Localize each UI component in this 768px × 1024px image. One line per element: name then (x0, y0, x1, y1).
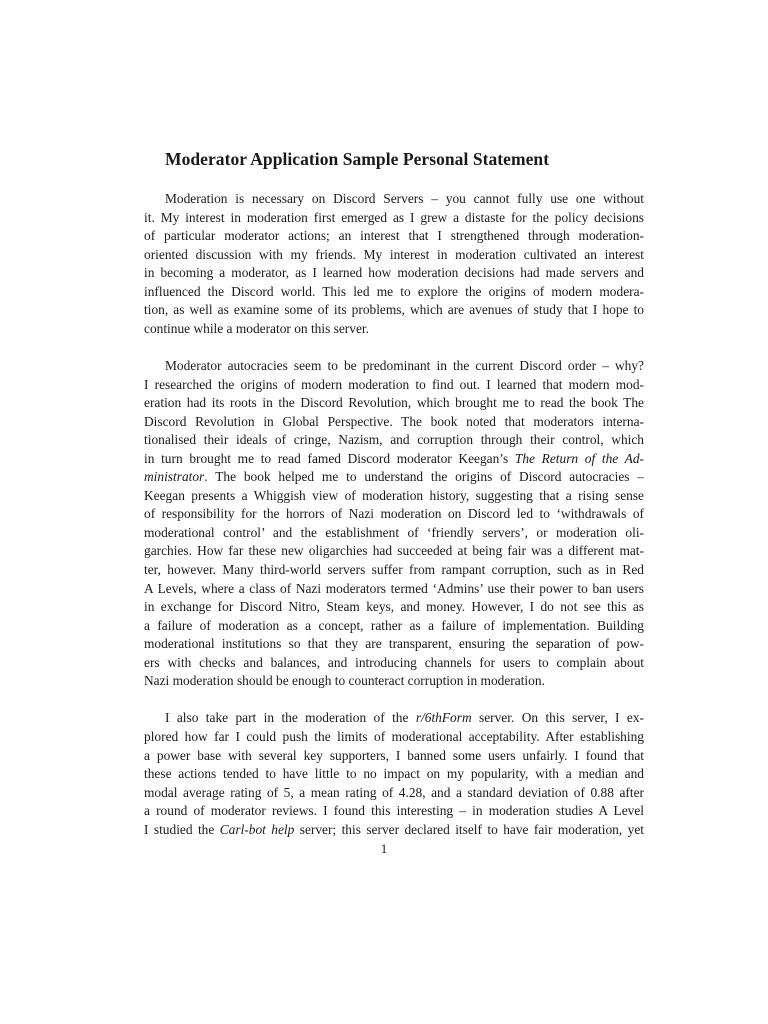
text-line (144, 487, 644, 506)
text-line (144, 784, 644, 803)
text-run: a power base with several key supporters, I banned some users unfairly. I found that (144, 747, 644, 763)
text-run: Moderation is necessary on Discord Servers – you cannot fully use one without (165, 191, 644, 206)
text-run: Discord Revolution in Global Perspective. The book noted that moderators interna- (144, 413, 644, 429)
text-line (144, 301, 644, 320)
page-number: 1 (380, 841, 388, 856)
text-run: continue while a moderator on this server. (144, 320, 369, 336)
page-title: Moderator Application Sample Personal Statement (165, 149, 550, 169)
text-line (144, 542, 644, 561)
text-run: it. My interest in moderation first emerged as I grew a distaste for the policy decisions (144, 209, 644, 225)
text-run: eration had its roots in the Discord Revolution, which brought me to read the book The (144, 395, 644, 411)
text-run: in exchange for Discord Nitro, Steam keys, and money. However, I do not see this as (144, 599, 644, 615)
italic-text: Carl-bot help (219, 821, 295, 837)
text-line (144, 246, 644, 265)
text-run: Nazi moderation should be enough to counteract corruption in moderation. (144, 673, 545, 689)
text-run: . The book helped me to understand the origins of Discord autocracies – (204, 469, 644, 485)
text-line (144, 617, 644, 636)
text-line (144, 580, 644, 599)
text-line (144, 376, 644, 395)
italic-text: The Return of the Ad- (514, 450, 644, 466)
text-run: garchies. How far these new oligarchies had succeeded at being fair was a different mat- (144, 543, 644, 559)
text-line (144, 747, 644, 766)
text-line (144, 413, 644, 432)
text-run: a round of moderator reviews. I found this interesting – in moderation studies A Level (144, 803, 644, 819)
text-line (144, 209, 644, 228)
text-line (144, 802, 644, 821)
italic-text: r/6thForm (415, 710, 472, 726)
text-line (144, 765, 644, 784)
text-line (144, 654, 644, 673)
document-body (144, 190, 644, 858)
text-line (144, 227, 644, 246)
text-line (144, 598, 644, 617)
paragraph (144, 709, 644, 839)
text-line (144, 635, 644, 654)
text-run: in turn brought me to read famed Discord moderator Keegan’s (144, 450, 515, 466)
italic-text: ministrator (144, 469, 205, 485)
text-line (144, 431, 644, 450)
text-run: server. On this server, I ex- (471, 710, 644, 726)
text-line (144, 190, 644, 209)
text-run: of particular moderator actions; an interest that I strengthened through moderation- (144, 228, 644, 244)
text-line (144, 357, 644, 376)
text-line (144, 450, 644, 469)
paragraph (144, 190, 644, 338)
text-run: moderational institutions so that they are transparent, ensuring the separation of pow- (144, 636, 644, 652)
text-line (144, 320, 644, 339)
paragraph (144, 357, 644, 691)
text-run: I studied the (144, 821, 220, 837)
text-run: ter, however. Many third-world servers suffer from rampant corruption, such as in Red (144, 561, 644, 577)
text-run: ers with checks and balances, and introducing channels for users to complain about (144, 654, 644, 670)
text-line (144, 283, 644, 302)
text-run: moderational control’ and the establishment of ‘friendly servers’, or moderation oli- (144, 524, 644, 540)
text-run: Moderator autocracies seem to be predominant in the current Discord order – why? (165, 357, 644, 373)
text-line (144, 524, 644, 543)
text-run: in becoming a moderator, as I learned how moderation decisions had made servers and (144, 265, 644, 281)
text-line (144, 821, 644, 840)
text-run: plored how far I could push the limits of moderational acceptability. After establishing (144, 728, 644, 744)
text-line (144, 561, 644, 580)
text-run: Keegan presents a Whiggish view of moderation history, suggesting that a rising sense (144, 487, 644, 503)
text-run: tionalised their ideals of cringe, Nazism, and corruption through their control, which (144, 432, 644, 448)
text-run: these actions tended to have little to no impact on my popularity, with a median and (144, 766, 644, 782)
text-run: server; this server declared itself to have fair moderation, yet (294, 821, 644, 837)
text-run: influenced the Discord world. This led me to explore the origins of modern modera- (144, 283, 644, 299)
text-run: a failure of moderation as a concept, rather as a failure of implementation. Building (144, 617, 644, 633)
text-run: I also take part in the moderation of the (165, 710, 416, 726)
text-run: oriented discussion with my friends. My interest in moderation cultivated an interest (144, 246, 644, 262)
text-line (144, 728, 644, 747)
text-line (144, 468, 644, 487)
text-line (144, 709, 644, 728)
text-line (144, 672, 644, 691)
text-line (144, 264, 644, 283)
text-run: tion, as well as examine some of its problems, which are avenues of study that I hope to (144, 302, 644, 318)
text-line (144, 394, 644, 413)
text-run: modal average rating of 5, a mean rating of 4.28, and a standard deviation of 0.88 after (144, 784, 644, 800)
text-run: A Levels, where a class of Nazi moderators termed ‘Admins’ use their power to ban users (144, 580, 644, 596)
text-run: of responsibility for the horrors of Nazi moderation on Discord led to ‘withdrawals of (144, 506, 644, 522)
text-run: I researched the origins of modern moderation to find out. I learned that modern mod- (144, 376, 644, 392)
text-line (144, 505, 644, 524)
